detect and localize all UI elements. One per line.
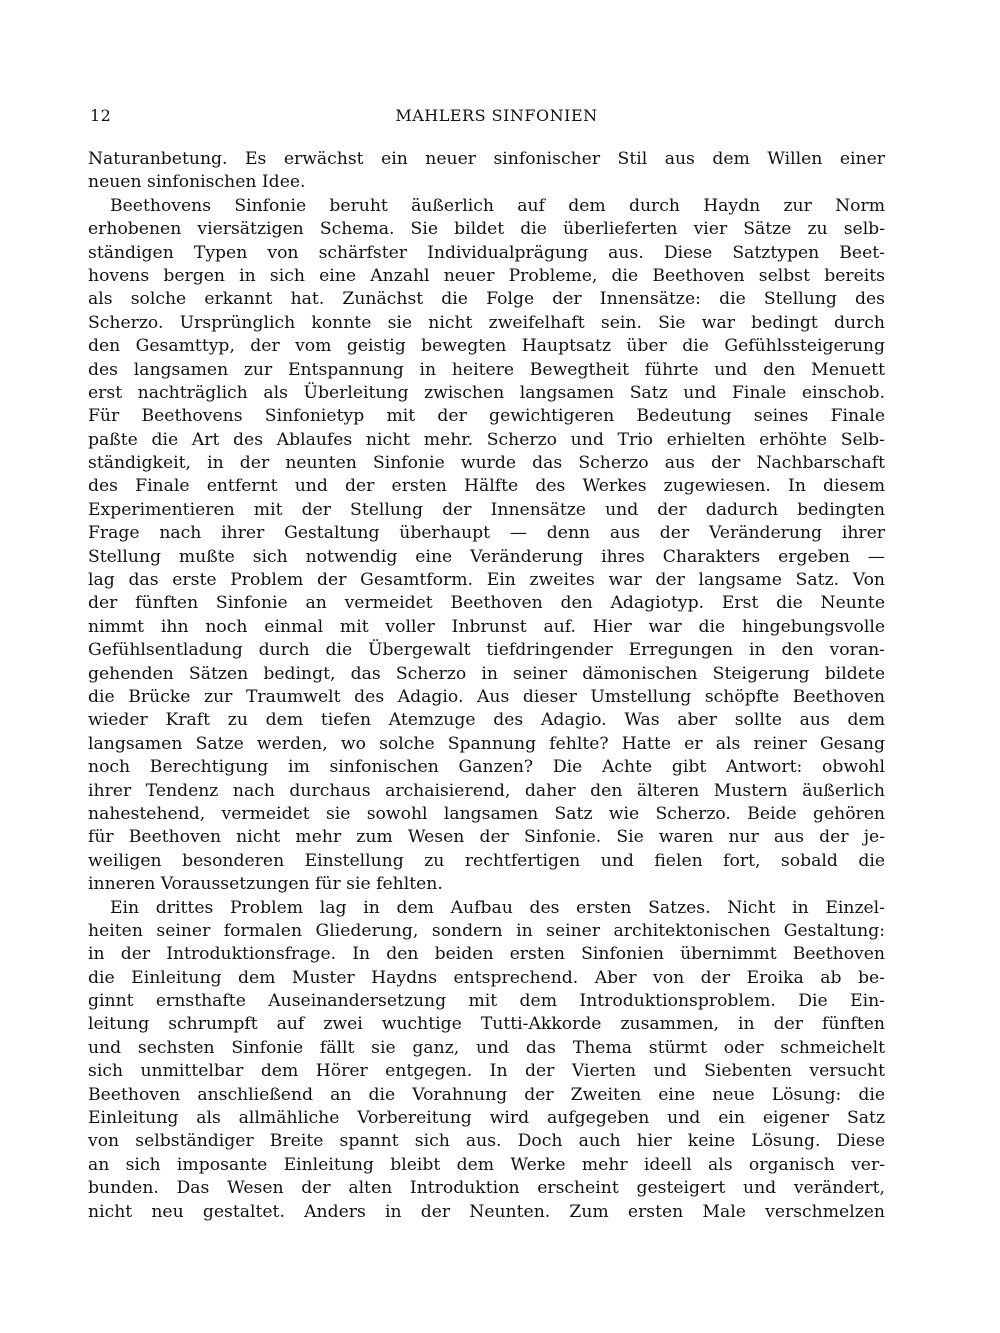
text-line: Naturanbetung. Es erwächst ein neuer sinfonischer Stil aus dem Willen einer <box>88 149 885 169</box>
text-line: Scherzo. Ursprünglich konnte sie nicht zweifelhaft sein. Sie war bedingt durch <box>88 312 885 333</box>
text-line: hovens bergen in sich eine Anzahl neuer Probleme, die Beethoven selbst bereits <box>88 265 885 286</box>
text-line: Stellung mußte sich notwendig eine Veränderung ihres Charakters ergeben — <box>88 546 885 567</box>
text-line: der fünften Sinfonie an vermeidet Beethoven den Adagiotyp. Erst die Neunte <box>88 593 885 614</box>
text-line: für Beethoven nicht mehr zum Wesen der Sinfonie. Sie waren nur aus der je- <box>88 827 885 848</box>
page-number: 12 <box>90 106 112 125</box>
text-line: langsamen Satze werden, wo solche Spannung fehlte? Hatte er als reiner Gesang <box>88 733 885 754</box>
text-line: nahestehend, vermeidet sie sowohl langsamen Satz wie Scherzo. Beide gehören <box>88 803 885 824</box>
text-line: Experimentieren mit der Stellung der Innensätze und der dadurch bedingten <box>88 499 885 520</box>
running-head <box>88 106 885 128</box>
text-line: nimmt ihn noch einmal mit voller Inbrunst auf. Hier war die hingebungsvolle <box>88 616 885 637</box>
text-line: lag das erste Problem der Gesamtform. Ein zweites war der langsame Satz. Von <box>88 570 885 591</box>
text-line: als solche erkannt hat. Zunächst die Folge der Innensätze: die Stellung des <box>88 289 885 310</box>
book-page <box>88 106 885 1224</box>
text-line: erhobenen viersätzigen Schema. Sie bildet die überlieferten vier Sätze zu selb- <box>88 219 885 240</box>
text-line: Ein drittes Problem lag in dem Aufbau des ersten Satzes. Nicht in Einzel- <box>110 897 885 918</box>
text-line: ständigkeit, in der neunten Sinfonie wurde das Scherzo aus der Nachbarschaft <box>88 453 885 474</box>
text-line: paßte die Art des Ablaufes nicht mehr. Scherzo und Trio erhielten erhöhte Selb- <box>88 429 885 450</box>
text-line: und sechsten Sinfonie fällt sie ganz, und das Thema stürmt oder schmeichelt <box>88 1037 885 1058</box>
text-line: Einleitung als allmähliche Vorbereitung wird aufgegeben und ein eigener Satz <box>88 1108 885 1129</box>
text-line: Gefühlsentladung durch die Übergewalt tiefdringender Erregungen in den voran- <box>88 640 885 661</box>
text-line: ginnt ernsthafte Auseinandersetzung mit dem Introduktionsproblem. Die Ein- <box>88 991 885 1012</box>
text-line: wieder Kraft zu dem tiefen Atemzuge des Adagio. Was aber sollte aus dem <box>88 710 885 731</box>
text-line: bunden. Das Wesen der alten Introduktion erscheint gesteigert und verändert, <box>88 1178 885 1199</box>
text-line: nicht neu gestaltet. Anders in der Neunten. Zum ersten Male verschmelzen <box>88 1201 885 1222</box>
text-line: Beethovens Sinfonie beruht äußerlich auf dem durch Haydn zur Norm <box>110 195 885 216</box>
text-line: erst nachträglich als Überleitung zwischen langsamen Satz und Finale einschob. <box>88 382 885 403</box>
text-line: des Finale entfernt und der ersten Hälfte des Werkes zugewiesen. In diesem <box>88 476 885 497</box>
text-line: die Brücke zur Traumwelt des Adagio. Aus dieser Umstellung schöpfte Beethoven <box>88 686 885 707</box>
text-line: noch Berechtigung im sinfonischen Ganzen? Die Achte gibt Antwort: obwohl <box>88 757 885 778</box>
text-line: neuen sinfonischen Idee. <box>88 172 306 193</box>
text-line: sich unmittelbar dem Hörer entgegen. In der Vierten und Siebenten versucht <box>88 1061 885 1082</box>
text-line: des langsamen zur Entspannung in heitere Bewegtheit führte und den Menuett <box>88 359 885 380</box>
text-line: Frage nach ihrer Gestaltung überhaupt — denn aus der Veränderung ihrer <box>88 523 885 544</box>
running-title: MAHLERS SINFONIEN <box>395 106 598 125</box>
text-line: die Einleitung dem Muster Haydns entsprechend. Aber von der Eroika ab be- <box>88 967 885 988</box>
text-line: Für Beethovens Sinfonietyp mit der gewichtigeren Bedeutung seines Finale <box>88 406 885 427</box>
text-line: von selbständiger Breite spannt sich aus. Doch auch hier keine Lösung. Diese <box>88 1131 885 1152</box>
text-line: leitung schrumpft auf zwei wuchtige Tutti-Akkorde zusammen, in der fünften <box>88 1014 885 1035</box>
text-line: inneren Voraussetzungen für sie fehlten. <box>88 874 443 895</box>
text-line: an sich imposante Einleitung bleibt dem Werke mehr ideell als organisch ver- <box>88 1154 885 1175</box>
body-text <box>88 148 885 1224</box>
text-line: ihrer Tendenz nach durchaus archaisierend, daher den älteren Mustern äußerlich <box>88 780 885 801</box>
text-line: in der Introduktionsfrage. In den beiden ersten Sinfonien übernimmt Beethoven <box>88 944 885 965</box>
text-line: Beethoven anschließend an die Vorahnung der Zweiten eine neue Lösung: die <box>88 1084 885 1105</box>
text-line: den Gesamttyp, der vom geistig bewegten Hauptsatz über die Gefühlssteigerung <box>88 336 885 357</box>
text-line: gehenden Sätzen bedingt, das Scherzo in seiner dämonischen Steigerung bildete <box>88 663 885 684</box>
text-line: ständigen Typen von schärfster Individualprägung aus. Diese Satztypen Beet- <box>88 242 885 263</box>
text-line: heiten seiner formalen Gliederung, sondern in seiner architektonischen Gestaltung: <box>88 920 885 941</box>
text-line: weiligen besonderen Einstellung zu rechtfertigen und fielen fort, sobald die <box>88 850 885 871</box>
